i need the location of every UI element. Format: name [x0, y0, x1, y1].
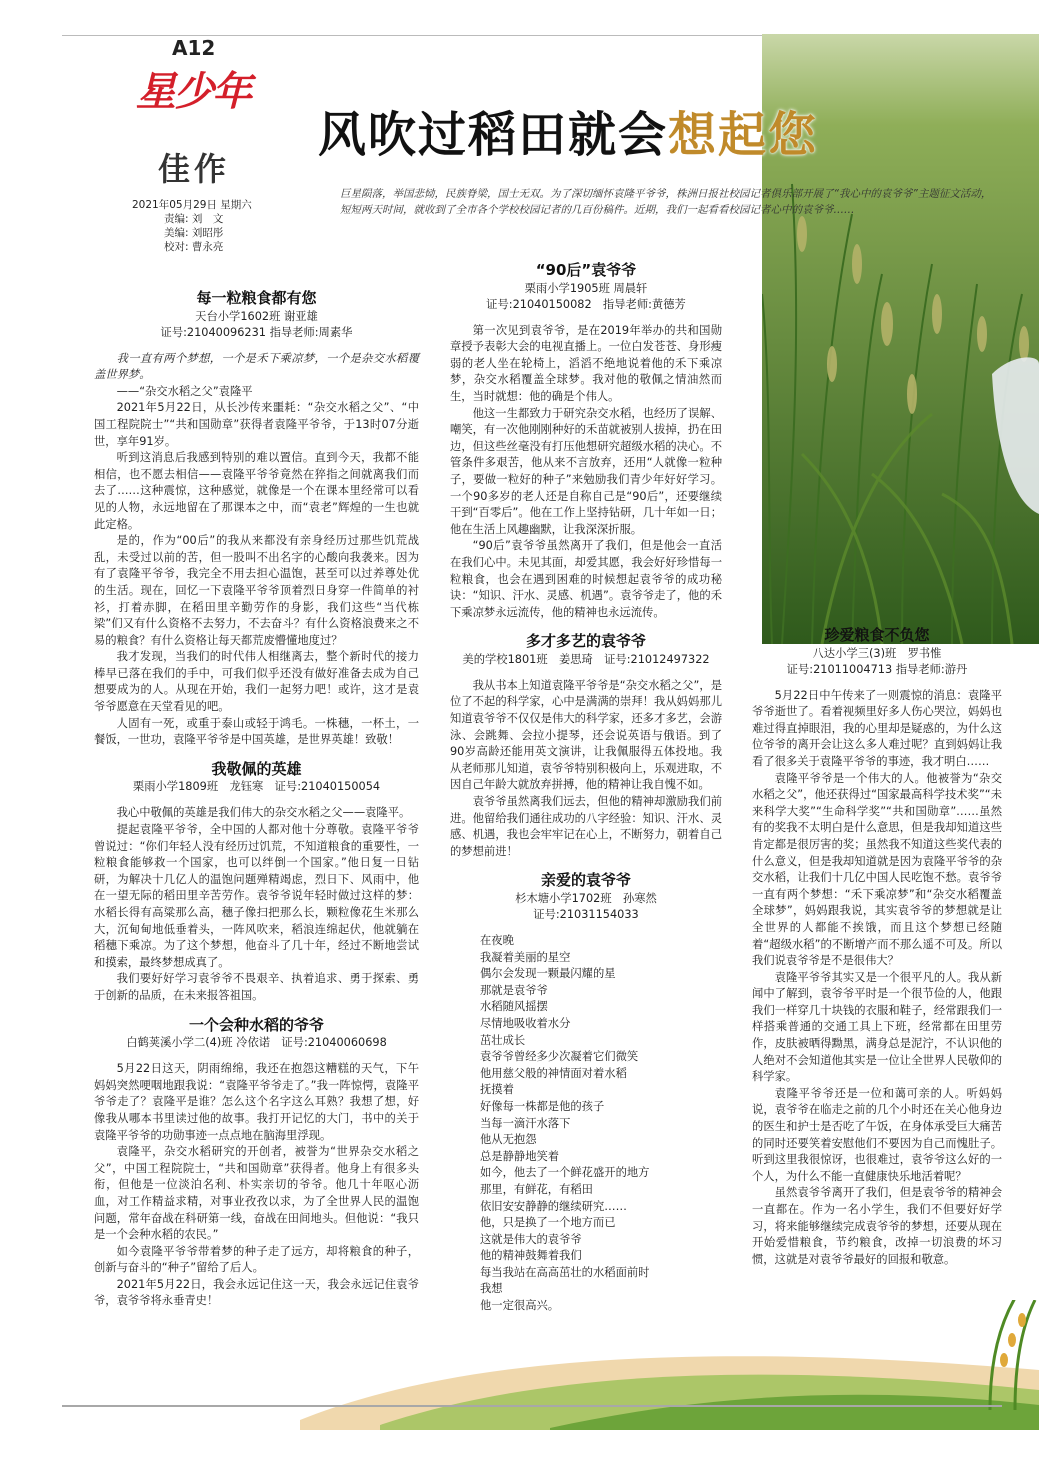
article-byline: 美的学校1801班 姜思琦 证号:21012497322 — [462, 652, 710, 666]
poem-line: 好像每一株都是他的孩子 — [480, 1099, 605, 1113]
intro-text: 巨星陨落，举国悲恸，民族脊梁，国士无双。为了深切缅怀袁隆平爷爷，株洲日报社校园记者俱乐部开展了“我心中的袁爷爷”主题征文活动，短短两天时间，就收到了全市各个学校校园记者的几百份稿件。近期，我们一起看看校园记者心中的袁爷爷…… — [340, 188, 992, 216]
decorative-field-illustration — [300, 1300, 1039, 1430]
article-byline: 证号:21031154033 — [533, 908, 639, 921]
poem-line: 我凝着美丽的星空 — [480, 950, 571, 964]
article-byline: 证号:21011004713 指导老师:游丹 — [786, 662, 968, 676]
top-rule — [62, 35, 762, 36]
article-byline: 杉木塘小学1702班 孙寒然 — [515, 892, 657, 905]
poem-line: 尽情地吸收着水分 — [480, 1016, 571, 1030]
article-byline: 白鹤荚溪小学二(4)班 冷依诺 证号:21040060698 — [126, 1036, 387, 1050]
poem-line: 如今，他去了一个鲜花盛开的地方 — [480, 1166, 650, 1180]
article-byline: 栗雨小学1905班 周晨轩 — [524, 281, 648, 295]
poem-line: 那就是袁爷爷 — [480, 983, 548, 997]
poem-line: 在夜晚 — [480, 934, 514, 947]
article-byline: 八达小学三(3)班 罗书惟 — [812, 646, 942, 660]
article-paragraph: 是的，作为“00后”的我从来都没有亲身经历过那些饥荒战乱，未受过以前的苦，但一股叫不出名字的心酸向我袭来。因为有了袁隆平爷爷，我完全不用去担心温饱，甚至可以过养尊处优的生活。现在，回忆一下袁隆平爷爷顶着烈日身穿一件简单的衬衫，打着赤脚，在稻田里辛勤劳作的身影，我们这些“当代栋梁”们又有什么资格不去努力，不去奋斗？有什么资格浪费来之不易的粮食？有什么资格让每天都荒废懵懂地度过？ — [94, 534, 419, 647]
poem-line: 水稻随风摇摆 — [480, 1000, 548, 1014]
designer-credit: 美编: 刘昭彤 — [164, 227, 224, 239]
article-paragraph: 如今袁隆平爷爷带着梦的种子走了远方，却将粮食的种子，创新与奋斗的“种子”留给了后人。 — [94, 1244, 419, 1275]
poem-line: 当每一滴汗水落下 — [480, 1116, 571, 1130]
column-2 — [450, 262, 722, 1315]
article-paragraph: 袁隆平爷爷还是一位和蔼可亲的人。听妈妈说，袁爷爷在临走之前的几个小时还在关心他身边的医生和护士是否吃了午饭，在身体承受巨大痛苦的同时还要笑着安慰他们不要因为自己而愧肚子。听到这里我很惊讶，也很难过，袁爷爷这么好的一个人，为什么不能一直健康快乐地活着呢？ — [752, 1086, 1002, 1183]
poem-line: 他从无抱怨 — [480, 1133, 537, 1147]
editor-credit: 责编: 刘 文 — [164, 213, 224, 225]
article-title: 一个会种水稻的爷爷 — [188, 1015, 324, 1034]
article-paragraph: 我们要好好学习袁爷爷不畏艰辛、执着追求、勇于探索、勇于创新的品质，在未来报答祖国。 — [94, 972, 419, 1002]
article-title: 我敬佩的英雄 — [211, 759, 302, 778]
article-quote: 我一直有两个梦想，一个是禾下乘凉梦，一个是杂交水稻覆盖世界梦。 — [94, 351, 419, 382]
article-paragraph: 提起袁隆平爷爷，全中国的人都对他十分尊敬。袁隆平爷爷曾说过：“你们年轻人没有经历过饥荒，不知道粮食的重要性，一粒粮食能够救一个国家，也可以绊倒一个国家。”他日复一日钻研，为解决十几亿人的温饱问题殚精竭虑，烈日下、风雨中，他在一望无际的稻田里辛苦劳作。袁爷爷说年轻时做过这样的梦：水稻长得有高粱那么高，穗子像扫把那么长，颗粒像花生米那么大，沉甸甸地低垂着头，一阵风吹来，稻浪连绵起伏，他就躺在稻穗下乘凉。为了这个梦想，他奋斗了几十年，经过不断地尝试和摸索，最终梦想成真了。 — [94, 823, 419, 969]
article-title: 亲爱的袁爷爷 — [540, 871, 631, 890]
column-3 — [752, 627, 1002, 1268]
article-title: 珍爱粮食不负您 — [824, 626, 930, 644]
poem-line: 偶尔会发现一颗最闪耀的星 — [480, 967, 616, 981]
article-byline: 天台小学1602班 谢亚雄 — [195, 309, 318, 323]
article-paragraph: 袁隆平爷爷其实又是一个很平凡的人。我从新闻中了解到，袁爷爷平时是一个很节俭的人，他跟我们一样穿几十块钱的衣服和鞋子，经常跟我们一样搭乘普通的交通工具上下班，经常都在田里劳作，皮肤被晒得黝黑，满身总是泥泞，不认识他的人绝对不会知道他其实是一位让全世界人民敬仰的科学家。 — [752, 970, 1002, 1084]
column-name: 佳作 — [158, 150, 231, 188]
poem-line: 抚摸着 — [480, 1083, 514, 1097]
article-paragraph: 袁爷爷虽然离我们远去，但他的精神却激励我们前进。他留给我们通往成功的八字经验：知识、汗水、灵感、机遇，我也会牢牢记在心上，不断努力，朝着自己的梦想前进！ — [450, 795, 722, 858]
article-paragraph: 虽然袁爷爷离开了我们，但是袁爷爷的精神会一直都在。作为一名小学生，我们不但要好好学习，将来能够继续完成袁爷爷的梦想，还要从现在开始爱惜粮食，节约粮食，改掉一切浪费的坏习惯，这就是对袁爷爷最好的回报和敬意。 — [752, 1186, 1002, 1266]
poem-line: 茁壮成长 — [480, 1033, 526, 1047]
poem-line: 他，只是换了一个地方而已 — [480, 1216, 616, 1230]
page-headline — [318, 96, 818, 165]
poem-line: 这就是伟大的袁爷爷 — [480, 1232, 582, 1246]
poem-line: 那里，有鲜花，有稻田 — [480, 1182, 593, 1196]
article-paragraph: “90后”袁爷爷虽然离开了我们，但是他会一直活在我们心中。未见其面，却爱其愿，我会好好珍惜每一粒粮食，也会在遇到困难的时候想起袁爷爷的成功秘诀：“知识、汗水、灵感、机遇”。袁爷爷走了，他的禾下乘凉梦永远流传，他的精神也永远流传。 — [450, 539, 722, 619]
article-paragraph: 人固有一死，或重于泰山或轻于鸿毛。一株穗，一杯土，一餐饭，一世功，袁隆平爷爷是中国英雄，是世界英雄！致敬！ — [94, 716, 419, 747]
poem-line: 总是静静地笑着 — [480, 1149, 560, 1163]
headline-main: 风吹过稻田就会 — [318, 107, 669, 163]
article-byline: 证号:21040096231 指导老师:周素华 — [160, 325, 353, 339]
poem-line: 我想 — [480, 1282, 503, 1296]
article-paragraph: 2021年5月22日，我会永远记住这一天，我会永远记住袁爷爷，袁爷爷将永垂青史！ — [94, 1277, 419, 1308]
poem-line: 他用慈父般的神情面对着水稻 — [480, 1066, 627, 1080]
poem-line: 每当我站在高高茁壮的水稻面前时 — [480, 1265, 650, 1279]
article-byline: 证号:21040150082 指导老师:黄德芳 — [486, 297, 686, 311]
article-paragraph: 我心中敬佩的英雄是我们伟大的杂交水稻之父——袁隆平。 — [116, 806, 411, 820]
brand-logo: 星少年 — [136, 69, 250, 115]
page-number: A12 — [172, 36, 216, 60]
headline-highlight: 想起您 — [668, 107, 819, 163]
issue-date: 2021年05月29日 星期六 — [132, 199, 252, 211]
article-paragraph: 听到这消息后我感到特别的难以置信。直到今天，我都不能相信，也不愿去相信——袁隆平爷爷竟然在猝指之间就离我们而去了……这种震惊，这种感觉，就像是一个在课本里经常可以看见的人物，永远地留在了那课本之中，而“袁老”辉煌的一生也就此定格。 — [94, 451, 419, 531]
poem-line: 他的精神鼓舞着我们 — [480, 1249, 582, 1263]
issue-meta — [132, 198, 252, 254]
article-paragraph: 第一次见到袁爷爷，是在2019年举办的共和国勋章授予表彰大会的电视直播上。一位白发苍苍、身形瘦弱的老人坐在轮椅上，滔滔不绝地说着他的禾下乘凉梦，杂交水稻覆盖全球梦。我对他的敬佩之情油然而生，当时就想：他的确是个伟人。 — [450, 323, 722, 403]
article-paragraph: 我从书本上知道袁隆平爷爷是“杂交水稻之父”，是位了不起的科学家，心中是满满的崇拜！我从妈妈那儿知道袁爷爷不仅仅是伟大的科学家，还多才多艺，会游泳、会跳舞、会拉小提琴，还会说英语与俄语。到了90岁高龄还能用英文演讲，让我佩服得五体投地。我从老师那儿知道，袁爷爷特别积极向上，乐观进取，不因自己年龄大就放弃拼搏，他的精神让我自愧不如。 — [450, 678, 722, 792]
article-paragraph: 袁隆平，杂交水稻研究的开创者，被誉为“世界杂交水稻之父”，中国工程院院士，“共和国勋章”获得者。他身上有很多头衔，但他是一位淡泊名利、朴实亲切的爷爷。他几十年呕心沥血，对工作精益求精，对事业孜孜以求，为了全世界人民的温饱问题，常年奋战在科研第一线，奋战在田间地头。但他说：“我只是一个会种水稻的农民。” — [94, 1145, 419, 1242]
quote-source: ——“杂交水稻之父”袁隆平 — [116, 384, 253, 398]
poem-line: 依旧安安静静的继续研究…… — [480, 1199, 627, 1213]
article-paragraph: 他这一生都致力于研究杂交水稻，也经历了误解、嘲笑，有一次他刚刚种好的禾苗就被别人拔掉，扔在田边，但这些丝毫没有打压他想研究超级水稻的决心。不管条件多艰苦，他从来不言放弃，还用“人就像一粒种子，要做一粒好的种子”来勉励我们青少年好好学习。一个90多岁的老人还是自称自己是“90后”，还要继续干到“百零后”。他在工作上坚持钻研，几十年如一日；他在生活上风趣幽默，让我深深折服。 — [450, 406, 722, 536]
article-title: 多才多艺的袁爷爷 — [525, 632, 646, 651]
article-paragraph: 5月22日中午传来了一则震惊的消息：袁隆平爷爷逝世了。看着视频里好多人伤心哭泣，妈妈也难过得直掉眼泪，我的心里却是疑惑的，为什么这位爷爷的离开会让这么多人难过呢？直到妈妈让我看了很多关于袁隆平爷爷的事迹，我才明白…… — [752, 688, 1002, 768]
bottom-rule — [62, 1405, 1002, 1407]
poem — [450, 933, 722, 1315]
article-title: 每一粒粮食都有您 — [196, 289, 317, 307]
article-paragraph: 我才发现，当我们的时代伟人相继离去，整个新时代的接力棒早已落在我们的手中，可我们似乎还没有做好准备去成为自己想要成为的人。从现在开始，我们一起努力吧！或许，这才是袁爷爷愿意在天堂看见的吧。 — [94, 650, 419, 714]
article-title: “90后”袁爷爷 — [535, 261, 637, 279]
article-paragraph: 2021年5月22日，从长沙传来噩耗：“杂交水稻之父”、“中国工程院院士”“共和国勋章”获得者袁隆平爷爷，于13时07分逝世，享年91岁。 — [94, 401, 419, 448]
column-1 — [94, 290, 419, 1310]
proof-credit: 校对: 曹永亮 — [164, 241, 224, 253]
article-byline: 栗雨小学1809班 龙钰寒 证号:21040150054 — [132, 780, 381, 794]
article-paragraph: 袁隆平爷爷是一个伟大的人。他被誉为“杂交水稻之父”，他还获得过“国家最高科学技术奖”“未来科学大奖”“生命科学奖”“共和国勋章”……虽然有的奖我不太明白是什么意思，但是我却知道这些肯定都是很厉害的奖；虽然我不知道这些奖代表的什么意义，但是我却知道就是因为袁隆平爷爷的杂交水稻，让我们十几亿中国人民吃饱不愁。袁爷爷一直有两个梦想：“禾下乘凉梦”和“杂交水稻覆盖全球梦”，妈妈跟我说，其实袁爷爷的梦想就是让全世界的人都能不挨饿，而且这个梦想已经随着“超级水稻”的不断增产而不那么遥不可及。所以我们说袁爷爷是不是很伟大？ — [752, 771, 1002, 968]
poem-line: 他一定很高兴。 — [480, 1299, 560, 1313]
poem-line: 袁爷爷曾经多少次凝着它们微笑 — [480, 1050, 639, 1064]
article-paragraph: 5月22日这天，阴雨绵绵，我还在抱怨这糟糕的天气，下午妈妈突然哽咽地跟我说：“袁隆平爷爷走了。”我一阵惊愕，袁隆平爷爷走了？袁隆平是谁？怎么这个名字这么耳熟？我想了想，好像我从哪本书里读过他的故事。我打开记忆的大门，书中的关于袁隆平爷爷的功勋事迹一点点地在脑海里浮现。 — [94, 1062, 419, 1142]
